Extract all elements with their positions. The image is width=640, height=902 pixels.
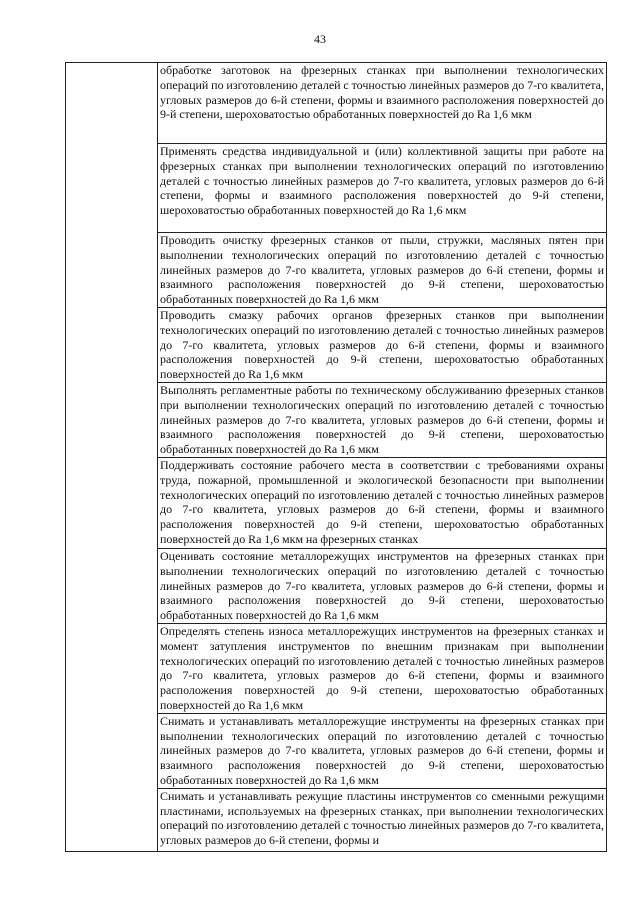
skill-cell: [158, 233, 607, 308]
skill-text: Определять степень износа металлорежущих инструментов на фрезерных станках и момент затупления инструментов по внешним признакам при выполнении технологических операций по изготовлению деталей с точностью линейных размеров до 7-го квалитета, угловых размеров до 6-й степени, формы и взаимного расположения поверхностей до 9-й степени, шероховатостью обработанных поверхностей до Ra 1,6 мкм: [160, 623, 604, 712]
skill-text: Оценивать состояние металлорежущих инструментов на фрезерных станках при выполнении технологических операций по изготовлению деталей с точностью линейных размеров до 7-го квалитета, угловых размеров до 6-й степени, формы и взаимного расположения поверхностей до 9-й степени, шероховатостью обработанных поверхностей до Ra 1,6 мкм: [160, 548, 604, 623]
skill-cell: [158, 623, 607, 713]
skill-text: Проводить смазку рабочих органов фрезерных станков при выполнении технологических операций по изготовлению деталей с точностью линейных размеров до 7-го квалитета, угловых размеров до 6-й степени, формы и взаимного расположения поверхностей до 9-й степени, шероховатостью обработанных поверхностей до Ra 1,6 мкм: [160, 307, 604, 382]
skill-cell: [158, 382, 607, 457]
requirements-table: [65, 62, 607, 852]
skill-text: Проводить очистку фрезерных станков от пыли, стружки, масляных пятен при выполнении технологических операций по изготовлению деталей с точностью линейных размеров до 7-го квалитета, угловых размеров до 6-й степени, формы и взаимного расположения поверхностей до 9-й степени, шероховатостью обработанных поверхностей до Ra 1,6 мкм: [160, 233, 604, 307]
skill-cell: [158, 713, 607, 788]
skill-text: Снимать и устанавливать металлорежущие инструменты на фрезерных станках при выполнении технологических операций по изготовлению деталей с точностью линейных размеров до 7-го квалитета, угловых размеров до 6-й степени, формы и взаимного расположения поверхностей до 9-й степени, шероховатостью обработанных поверхностей до Ra 1,6 мкм: [160, 713, 604, 787]
skill-cell: [158, 63, 607, 144]
label-cell: [66, 63, 158, 852]
skill-cell: [158, 307, 607, 382]
skill-text: Снимать и устанавливать режущие пластины инструментов со сменными режущими пластинами, используемых на фрезерных станках, при выполнении технологических операций по изготовлению деталей с точностью линейных размеров до 7-го квалитета, угловых размеров до 6-й степени, формы и: [160, 788, 604, 848]
skill-cell: [158, 457, 607, 548]
skill-text: Выполнять регламентные работы по техническому обслуживанию фрезерных станков при выполнении технологических операций по изготовлению деталей с точностью линейных размеров до 7-го квалитета, угловых размеров до 6-й степени, формы и взаимного расположения поверхностей до 9-й степени, шероховатостью обработанных поверхностей до Ra 1,6 мкм: [160, 382, 604, 457]
skill-text: Поддерживать состояние рабочего места в соответствии с требованиями охраны труда, пожарной, промышленной и экологической безопасности при выполнении технологических операций по изготовлению деталей с точностью линейных размеров до 7-го квалитета, угловых размеров до 6-й степени, формы и взаимного расположения поверхностей до 9-й степени, шероховатостью обработанных поверхностей до Ra 1,6 мкм на фрезерных станках: [160, 457, 604, 546]
skill-cell: [158, 144, 607, 233]
skill-text: Применять средства индивидуальной и (или) коллективной защиты при работе на фрезерных станках при выполнении технологических операций по изготовлению деталей с точностью линейных размеров до 7-го квалитета, угловых размеров до 6-й степени, формы и взаимного расположения поверхностей до 9-й степени, шероховатостью обработанных поверхностей до Ra 1,6 мкм: [160, 144, 604, 218]
skill-cell: [158, 548, 607, 623]
table-row: [66, 63, 607, 144]
skill-cell: [158, 788, 607, 851]
page-number: 43: [314, 32, 326, 46]
skill-text: обработке заготовок на фрезерных станках при выполнении технологических операций по изготовлению деталей с точностью линейных размеров до 7-го квалитета, угловых размеров до 6-й степени, формы и взаимного расположения поверхностей до 9-й степени, шероховатостью обработанных поверхностей до Ra 1,6 мкм: [160, 63, 604, 122]
